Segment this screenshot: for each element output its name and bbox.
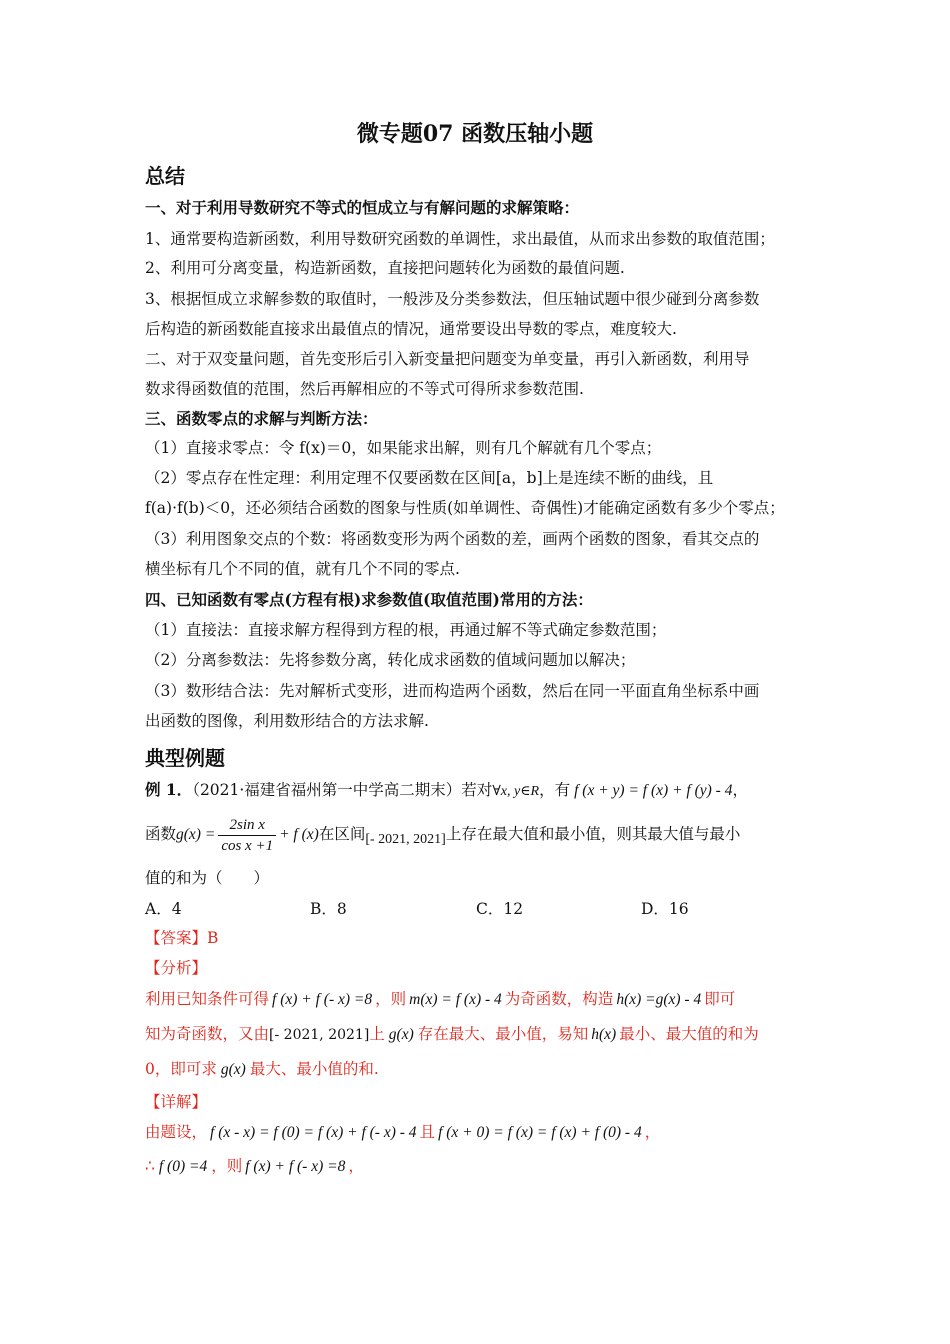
section-4-item-3b: 出函数的图像，利用数形结合的方法求解. xyxy=(145,712,429,730)
analysis-text: 上 xyxy=(369,1025,385,1043)
example-1-line-3: 值的和为（ ） xyxy=(145,869,270,887)
forall-expression: ∀x, y∈R xyxy=(492,784,540,799)
g-fraction xyxy=(218,815,276,856)
therefore-symbol: ∴ xyxy=(145,1157,155,1175)
example-1-line-1 xyxy=(145,779,748,803)
detail-line-1 xyxy=(145,1121,660,1144)
analysis-text: 存在最大、最小值，易知 xyxy=(417,1025,589,1043)
analysis-math: g(x) xyxy=(220,1061,246,1078)
g-numerator: 2sin x xyxy=(218,815,276,836)
example-source: （2021·福建省福州第一中学高二期末）若对 xyxy=(192,781,493,799)
g-denominator: cos x +1 xyxy=(221,837,274,854)
detail-text: ， xyxy=(348,1157,364,1175)
interval: [- 2021, 2021] xyxy=(365,832,446,847)
detail-text: ，则 xyxy=(211,1157,243,1175)
examples-heading: 典型例题 xyxy=(145,746,225,770)
section-1-item-2: 2、利用可分离变量，构造新函数，直接把问题转化为函数的最值问题. xyxy=(145,259,625,277)
detail-math: f (x - x) = f (0) = f (x) + f (- x) - 4 xyxy=(210,1124,417,1141)
analysis-math: h(x) xyxy=(591,1026,617,1043)
g-plus-f: + f (x) xyxy=(279,826,319,843)
detail-math: f (x) + f (- x) =8 xyxy=(245,1158,346,1175)
page-title: 微专题07 函数压轴小题 xyxy=(356,121,594,147)
analysis-text: 即可 xyxy=(704,990,736,1008)
section-3-item-3b: 横坐标有几个不同的值，就有几个不同的零点. xyxy=(145,560,460,578)
analysis-label: 【分析】 xyxy=(145,959,208,977)
section-4-item-1: （1）直接法：直接求解方程得到方程的根，再通过解不等式确定参数范围； xyxy=(145,621,667,639)
analysis-text: 0，即可求 xyxy=(145,1060,217,1078)
comma: ， xyxy=(732,781,748,799)
analysis-math: m(x) = f (x) - 4 xyxy=(409,991,502,1008)
analysis-text: 最小、最大值的和为 xyxy=(619,1025,759,1043)
detail-label: 【详解】 xyxy=(145,1093,208,1111)
g-lhs: g(x) = xyxy=(176,826,216,843)
detail-line-2 xyxy=(145,1155,364,1178)
option-d: D．16 xyxy=(641,900,689,918)
function-text: 函数 xyxy=(145,825,177,843)
question-tail: 上存在最大值和最小值，则其最大值与最小 xyxy=(445,825,741,843)
example-label: 例 1． xyxy=(145,780,193,799)
functional-equation: f (x + y) = f (x) + f (y) - 4 xyxy=(574,782,733,799)
answer-value: B xyxy=(207,929,219,947)
analysis-math: [- 2021, 2021] xyxy=(269,1027,370,1043)
summary-heading: 总结 xyxy=(145,164,185,188)
analysis-text: ，则 xyxy=(375,990,407,1008)
analysis-math: g(x) xyxy=(388,1026,414,1043)
option-c: C．12 xyxy=(476,900,524,918)
section-4-item-3a: （3）数形结合法：先对解析式变形，进而构造两个函数，然后在同一平面直角坐标系中画 xyxy=(145,682,760,700)
section-3-item-1: （1）直接求零点：令 f(x)＝0，如果能求出解，则有几个解就有几个零点； xyxy=(145,439,662,457)
analysis-text: 最大、最小值的和. xyxy=(249,1060,379,1078)
analysis-line-2 xyxy=(145,1023,759,1046)
answer-label: 【答案】 xyxy=(145,929,208,947)
section-4-item-2: （2）分离参数法：先将参数分离，转化成求函数的值域问题加以解决； xyxy=(145,651,636,669)
analysis-math: h(x) =g(x) - 4 xyxy=(616,991,702,1008)
section-1-item-1: 1、通常要构造新函数，利用导数研究函数的单调性，求出最值，从而求出参数的取值范围； xyxy=(145,230,775,248)
section-1-heading: 一、对于利用导数研究不等式的恒成立与有解问题的求解策略： xyxy=(145,198,580,217)
analysis-line-3 xyxy=(145,1058,379,1081)
section-3-heading: 三、函数零点的求解与判断方法： xyxy=(145,409,378,428)
section-4-heading: 四、已知函数有零点(方程有根)求参数值(取值范围)常用的方法： xyxy=(145,590,593,609)
analysis-math: f (x) + f (- x) =8 xyxy=(272,991,373,1008)
analysis-text: 为奇函数，构造 xyxy=(504,990,614,1008)
detail-math: f (x + 0) = f (x) = f (x) + f (0) - 4 xyxy=(438,1124,642,1141)
detail-text: 由题设， xyxy=(145,1123,208,1141)
section-3-item-2a: （2）零点存在性定理：利用定理不仅要函数在区间[a，b]上是连续不断的曲线，且 xyxy=(145,469,714,487)
section-2-line-b: 数求得函数值的范围，然后再解相应的不等式可得所求参数范围. xyxy=(145,380,584,398)
analysis-text: 利用已知条件可得 xyxy=(145,990,270,1008)
section-3-item-3a: （3）利用图象交点的个数：将函数变形为两个函数的差，画两个函数的图象，看其交点的 xyxy=(145,530,760,548)
section-3-item-2b: f(a)·f(b)＜0，还必须结合函数的图象与性质(如单调性、奇偶性)才能确定函数有多少个零点； xyxy=(145,499,785,517)
section-2-line-a: 二、对于双变量问题，首先变形后引入新变量把问题变为单变量，再引入新函数，利用导 xyxy=(145,350,750,368)
have-text: ，有 xyxy=(539,781,571,799)
detail-text: 且 xyxy=(419,1123,436,1141)
section-1-item-3b: 后构造的新函数能直接求出最值点的情况，通常要设出导数的零点，难度较大. xyxy=(145,320,677,338)
analysis-line-1 xyxy=(145,988,735,1011)
interval-prefix: 在区间 xyxy=(318,825,366,843)
detail-text: ， xyxy=(644,1123,661,1141)
detail-math: f (0) =4 xyxy=(158,1158,208,1175)
option-a: A．4 xyxy=(145,900,182,918)
answer-line xyxy=(145,927,218,949)
section-1-item-3a: 3、根据恒成立求解参数的取值时，一般涉及分类参数法，但压轴试题中很少碰到分离参数 xyxy=(145,290,760,308)
analysis-text: 知为奇函数，又由 xyxy=(145,1025,270,1043)
option-b: B．8 xyxy=(310,900,347,918)
example-1-line-2 xyxy=(145,812,740,858)
